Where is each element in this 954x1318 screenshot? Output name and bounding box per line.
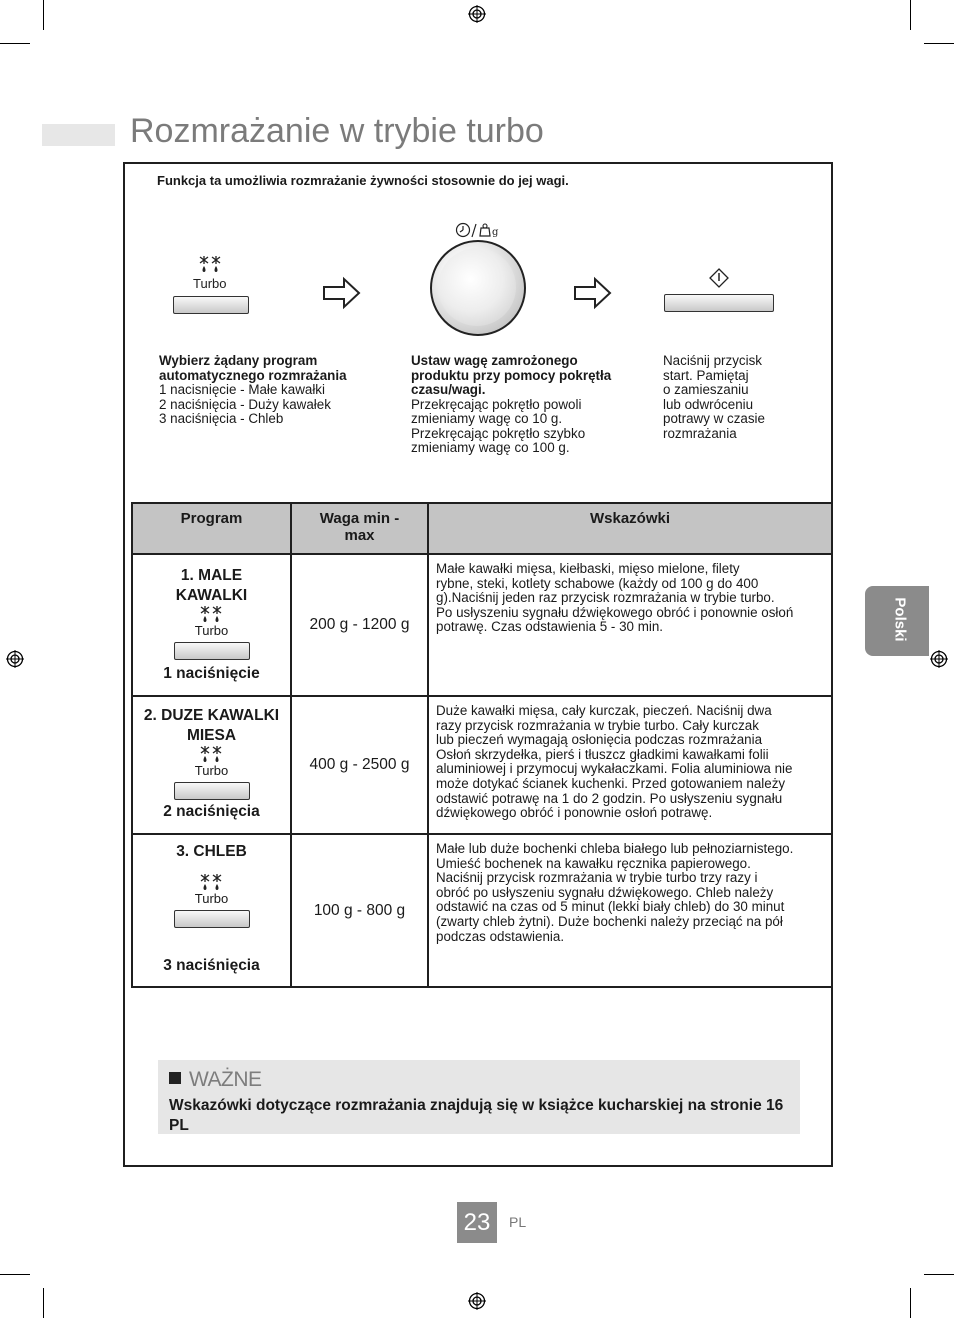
program-table [131,502,833,988]
program-name: 2. DUZE KAWALKI MIESA [143,707,280,744]
tip-line: (zwarty chleb żytni). Duże bochenki należy przeciąć na pół [436,913,783,929]
weight-cell: 200 g - 1200 g [291,554,428,696]
bullet-square-icon [169,1072,181,1084]
arrow-right-icon [573,276,613,310]
step-text-line: o zamieszaniu [663,382,749,397]
registration-mark-icon [6,650,24,668]
table-header-row [132,503,832,554]
turbo-label: Turbo [194,763,229,778]
step-text-line: Przekręcając pokrętło szybko [411,425,586,441]
timer-weight-icon [455,221,501,239]
table-row [132,696,832,834]
crop-mark [924,43,954,44]
tip-line: lub pieczeń wymagają osłonięcia podczas rozmrażania [436,732,763,748]
page-title: Rozmrażanie w trybie turbo [130,112,544,150]
step-text-line: 1 nacisnięcie - Małe kawałki [159,382,325,397]
tip-line: Umieść bochenek na kawałku ręcznika papierowego. [436,855,751,871]
tip-line: obróć po usłyszeniu sygnału dźwiękowego. Chleb należy [436,884,774,900]
step-text-line: Przekręcając pokrętło powoli [411,396,582,412]
crop-mark [43,1288,44,1318]
table-row [132,834,832,987]
language-tab [865,586,929,656]
turbo-defrost-button[interactable] [174,642,250,660]
turbo-label: Turbo [194,623,229,638]
step-text-line: zmieniamy wagę co 10 g. [411,411,563,426]
press-count: 3 naciśnięcia [163,957,260,974]
note-body: Wskazówki dotyczące rozmrażania znajdują się w książce kucharskiej na stronie 16 PL [169,1097,784,1134]
turbo-defrost-icon [200,746,224,764]
crop-mark [910,1288,911,1318]
crop-mark [0,43,30,44]
program-cell [132,696,291,834]
crop-mark [924,1274,954,1275]
turbo-defrost-icon [200,874,224,892]
step-2-text [411,354,611,456]
start-button[interactable] [664,294,774,312]
tip-line: Małe lub duże bochenki chleba białego lub pełnoziarnistego. [436,841,794,856]
tip-line: Małe kawałki mięsa, kiełbaski, mięso mielone, filety [436,561,740,576]
turbo-label: Turbo [193,276,227,291]
registration-mark-icon [930,650,948,668]
step-text-line: 2 naciśnięcia - Duży kawałek [159,396,331,412]
turbo-defrost-button[interactable] [174,910,250,928]
program-cell [132,834,291,987]
column-header: Program [132,503,291,554]
intro-text: Funkcja ta umożliwia rozmrażanie żywności stosownie do jej wagi. [157,173,569,188]
table-row [132,554,832,696]
column-header: Wskazówki [428,503,832,554]
turbo-defrost-button[interactable] [173,296,249,314]
step-text-line: start. Pamiętaj [663,367,749,383]
tip-line: dźwiękowego obróć i ponownie osłoń potrawę. [436,805,713,821]
turbo-defrost-icon [200,606,224,624]
step-text-line: automatycznego rozmrażania [159,367,347,383]
step-text-line: rozmrażania [663,425,737,441]
press-count: 2 naciśnięcia [163,803,260,820]
step-text-line: 3 naciśnięcia - Chleb [159,411,284,426]
tip-line: odstawić potrawę na 1 do 2 godzin. Po usłyszeniu sygnału [436,790,783,806]
step-1-text [159,354,347,427]
step-text-line: Wybierz żądany program [159,353,318,368]
tips-cell [428,696,832,834]
svg-text:g: g [492,227,499,238]
weight-cell: 100 g - 800 g [291,834,428,987]
time-weight-dial[interactable] [430,240,526,336]
tip-line: Naciśnij przycisk rozmrażania w trybie turbo trzy razy i [436,870,758,886]
weight-cell: 400 g - 2500 g [291,696,428,834]
tip-line: odstawić na czas od 5 minut (lekki biały chleb) do 30 minut [436,899,785,915]
crop-mark [910,0,911,30]
start-icon [709,268,729,288]
tip-line: Duże kawałki mięsa, cały kurczak, pieczeń. Naciśnij dwa [436,703,772,718]
tip-line: Osłoń skrzydełka, pierś i tłuszcz gładkimi kawałkami folii [436,746,769,762]
tips-cell [428,834,832,987]
tip-line: g).Naciśnij jeden raz przycisk rozmrażania w trybie turbo. [436,590,775,606]
note-heading-text: WAŻNE [189,1068,262,1091]
step-text-line: czasu/wagi. [411,382,486,397]
language-tab-label: Polski [891,597,909,642]
tip-line: rybne, steki, kotlety schabowe (każdy od 100 g do 400 [436,575,759,591]
program-name: 3. CHLEB [176,843,247,860]
column-header [291,503,428,554]
title-accent-bar [42,124,115,146]
registration-mark-icon [468,5,486,23]
tip-line: aluminiowej i przymocuj wykałaczkami. Folia aluminiowa nie [436,761,793,777]
note-heading [169,1068,262,1092]
page-number: 23 [457,1202,497,1243]
page-language: PL [509,1214,527,1230]
step-text-line: zmieniamy wagę co 100 g. [411,440,570,455]
column-header-label: Waga min - max [319,510,400,544]
step-text-line: Ustaw wagę zamrożonego [411,353,578,368]
tip-line: Po usłyszeniu sygnału dźwiękowego obróć i ponownie osłoń [436,604,794,620]
step-text-line: potrawy w czasie [663,411,765,426]
registration-mark-icon [468,1292,486,1310]
step-text-line: lub odwróceniu [663,396,754,412]
program-cell [132,554,291,696]
tip-line: razy przycisk rozmrażania w trybie turbo. Cały kurczak [436,717,759,733]
turbo-defrost-button[interactable] [174,782,250,800]
tip-line: może dotykać ścianek kuchenki. Przed gotowaniem należy [436,775,786,791]
important-note [158,1060,800,1134]
step-text-line: produktu przy pomocy pokrętła [411,367,612,383]
step-text-line: Naciśnij przycisk [663,353,762,368]
turbo-defrost-icon [199,256,223,274]
turbo-label: Turbo [194,891,229,906]
crop-mark [0,1274,30,1275]
tips-cell [428,554,832,696]
step-3-text [663,354,765,441]
tip-line: podczas odstawienia. [436,928,565,944]
press-count: 1 naciśnięcie [163,665,260,682]
crop-mark [43,0,44,30]
arrow-right-icon [322,276,362,310]
program-name: 1. MALE KAWALKI [175,567,248,604]
tip-line: potrawę. Czas odstawienia 5 - 30 min. [436,619,664,635]
